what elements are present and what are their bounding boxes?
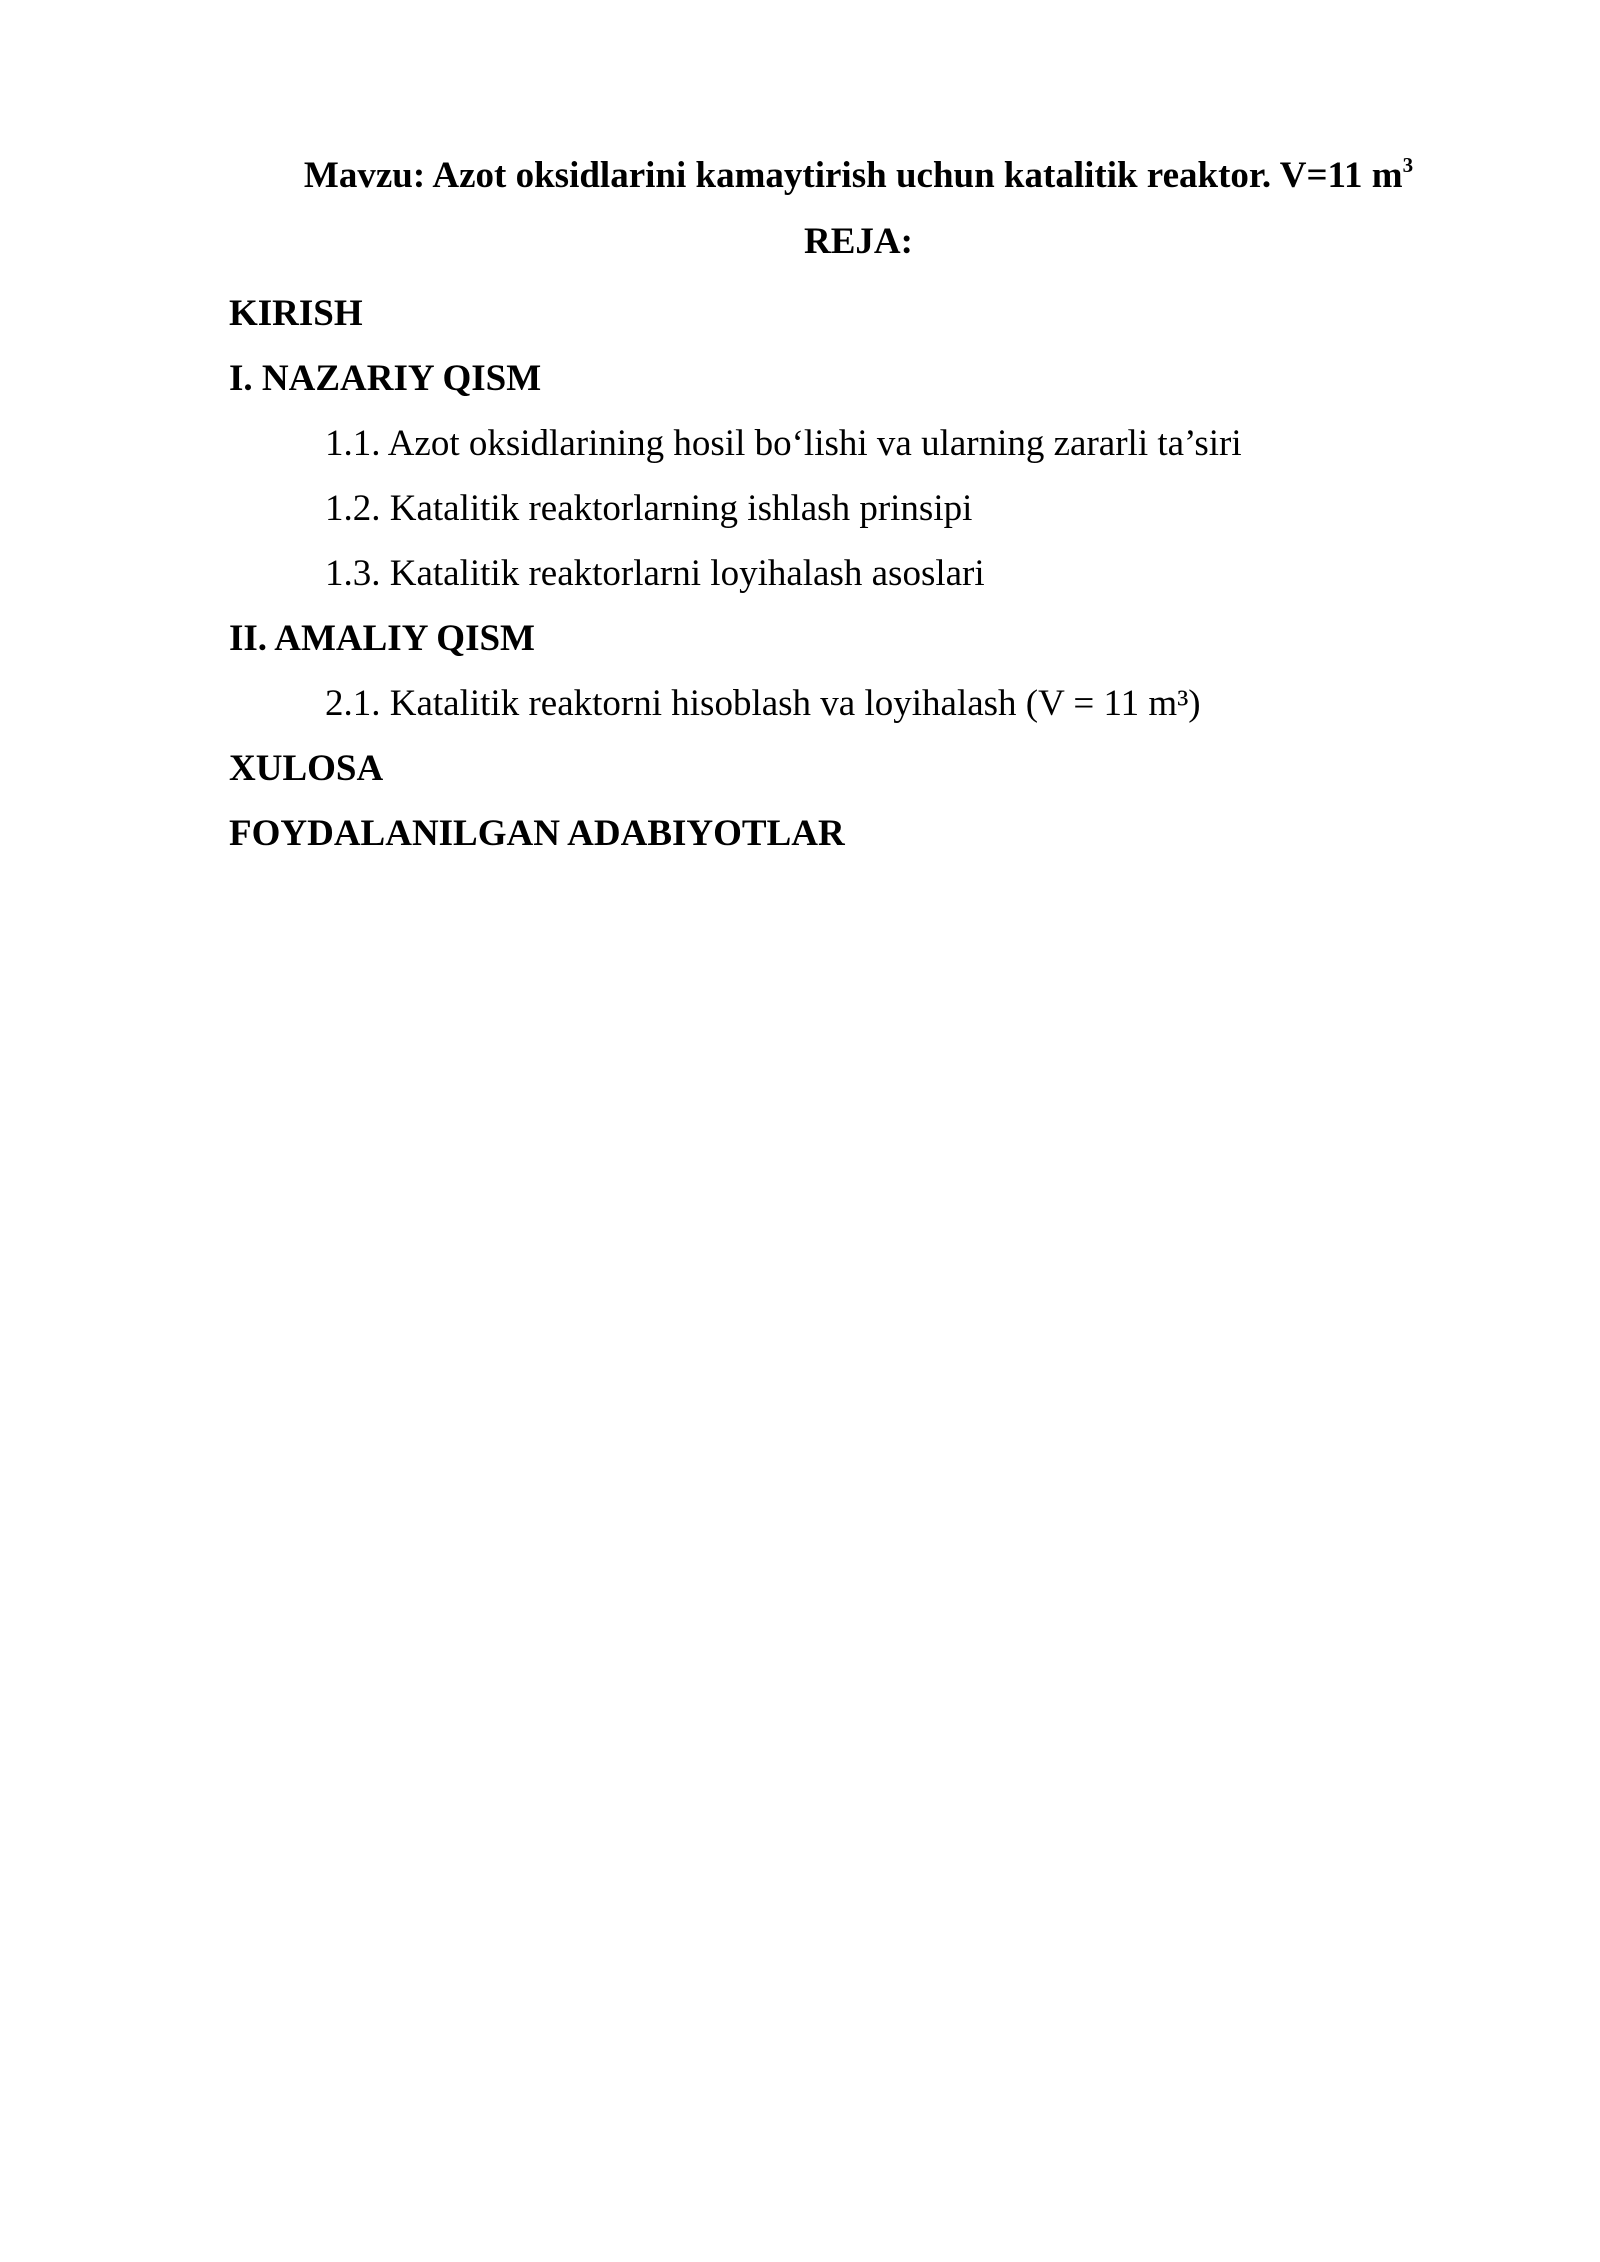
document-title-text: Mavzu: Azot oksidlarini kamaytirish uchun katalitik reaktor. V=11 m (303, 155, 1403, 196)
toc-item-nazariy-qism: I. NAZARIY QISM (229, 358, 542, 399)
toc-item-adabiyotlar: FOYDALANILGAN ADABIYOTLAR (229, 813, 845, 854)
toc-item-1-2: 1.2. Katalitik reaktorlarning ishlash prinsipi (325, 488, 973, 529)
document-title-superscript: 3 (1402, 153, 1414, 177)
document-title (0, 150, 1600, 206)
toc-item-amaliy-qism: II. AMALIY QISM (229, 618, 535, 659)
toc-item-2-1: 2.1. Katalitik reaktorni hisoblash va loyihalash (V = 11 m³) (325, 683, 1201, 724)
toc-item-1-3: 1.3. Katalitik reaktorlarni loyihalash asoslari (325, 553, 985, 594)
toc-item-xulosa: XULOSA (229, 748, 384, 789)
toc-item-kirish: KIRISH (229, 293, 363, 334)
plan-heading: REJA: (804, 221, 913, 262)
table-of-contents (229, 281, 1242, 866)
toc-item-1-1: 1.1. Azot oksidlarining hosil bo‘lishi va ularning zararli ta’siri (325, 423, 1242, 464)
